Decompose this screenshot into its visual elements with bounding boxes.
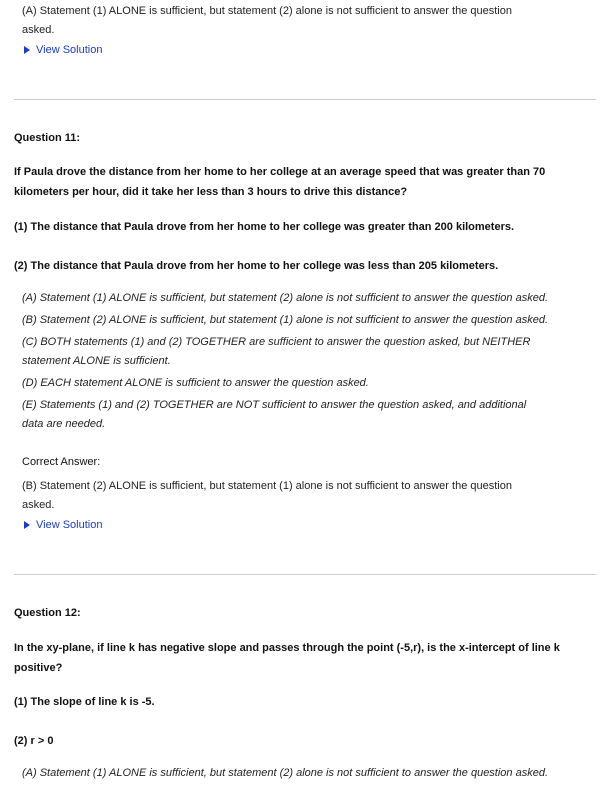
option-a: (A) Statement (1) ALONE is sufficient, but statement (2) alone is not sufficient to answer the question asked.	[22, 292, 549, 304]
triangle-right-icon	[24, 46, 30, 54]
question-12-title: Question 12:	[14, 607, 81, 619]
divider	[14, 574, 596, 575]
correct-answer-label: Correct Answer:	[22, 456, 101, 468]
option-b: (B) Statement (2) ALONE is sufficient, but statement (1) alone is not sufficient to answer the question asked.	[22, 314, 549, 326]
divider	[14, 99, 596, 100]
question-12-option-a: (A) Statement (1) ALONE is sufficient, but statement (2) alone is not sufficient to answer the question asked.	[22, 767, 549, 779]
question-12-statement-1: (1) The slope of line k is -5.	[14, 696, 155, 708]
option-d: (D) EACH statement ALONE is sufficient to answer the question asked.	[22, 377, 369, 389]
question-12-statement-2: (2) r > 0	[14, 735, 54, 747]
question-11-title: Question 11:	[14, 132, 81, 144]
triangle-right-icon	[24, 521, 30, 529]
view-solution-link-prev[interactable]: View Solution	[24, 44, 102, 56]
question-12-stem: In the xy-plane, if line k has negative slope and passes through the point (-5,r), is the x-intercept of line k positive?	[14, 642, 560, 674]
option-e: (E) Statements (1) and (2) TOGETHER are NOT sufficient to answer the question asked, and additional data are needed.	[22, 399, 527, 430]
question-11-stem: If Paula drove the distance from her home to her college at an average speed that was greater than 70 kilometers per hour, did it take her less than 3 hours to drive this distance?	[14, 166, 546, 198]
question-11-statement-2: (2) The distance that Paula drove from her home to her college was less than 205 kilometers.	[14, 260, 499, 272]
option-c: (C) BOTH statements (1) and (2) TOGETHER are sufficient to answer the question asked, but NEITHER statement ALONE is sufficient.	[22, 336, 531, 367]
correct-answer-text: (B) Statement (2) ALONE is sufficient, but statement (1) alone is not sufficient to answer the question asked.	[22, 480, 512, 511]
view-solution-link-q11[interactable]: View Solution	[24, 519, 102, 531]
prev-answer-text: (A) Statement (1) ALONE is sufficient, but statement (2) alone is not sufficient to answer the question asked.	[22, 5, 512, 36]
question-11-statement-1: (1) The distance that Paula drove from her home to her college was greater than 200 kilometers.	[14, 221, 515, 233]
question-11-options	[22, 289, 607, 434]
